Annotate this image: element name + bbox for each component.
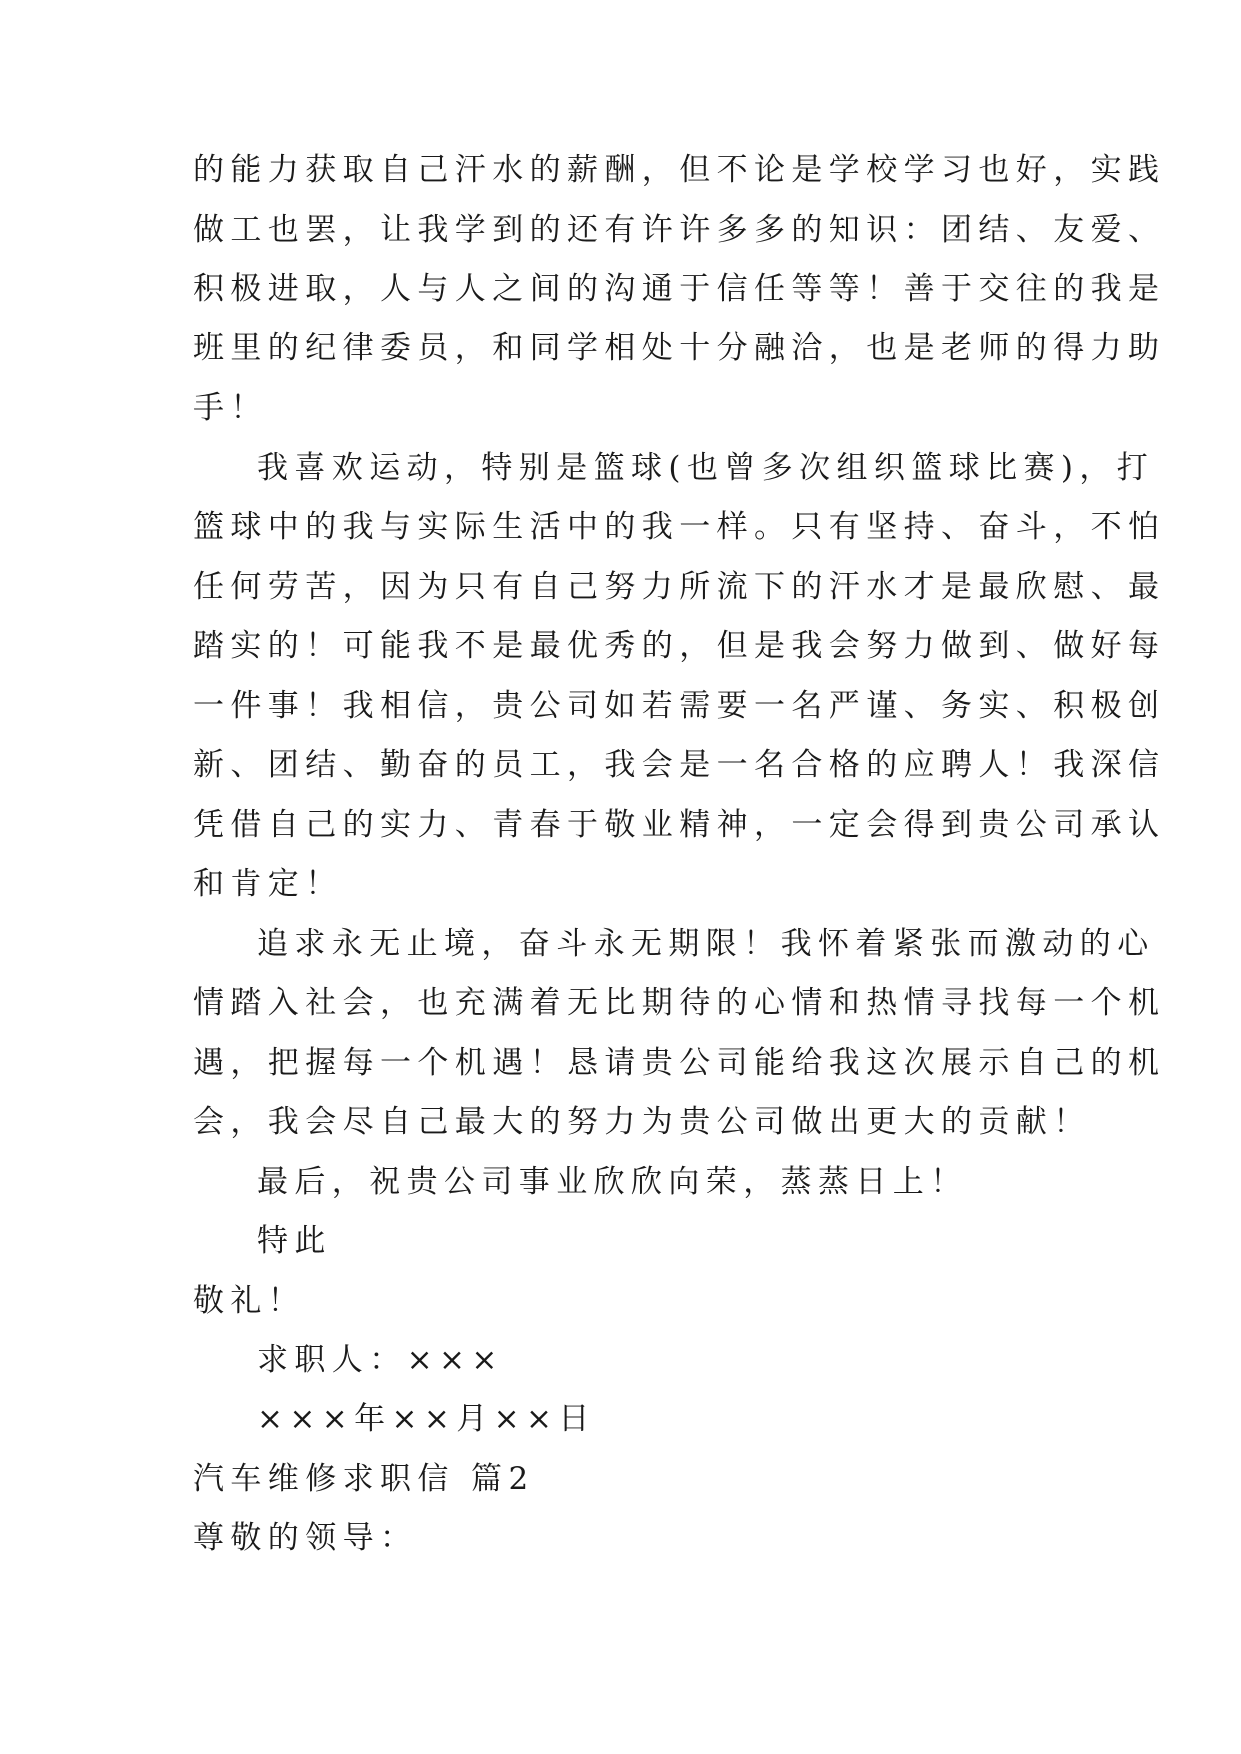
body-text-line: 新、团结、勤奋的员工，我会是一名合格的应聘人！我深信 (193, 747, 1166, 783)
applicant-signature: 求职人：××× (257, 1342, 504, 1378)
body-text-line: 凭借自己的实力、青春于敬业精神，一定会得到贵公司承认 (193, 807, 1166, 843)
body-text-line: 积极进取，人与人之间的沟通于信任等等！善于交往的我是 (193, 271, 1166, 307)
body-text-line: 手！ (193, 390, 268, 426)
body-text-line: 和肯定！ (193, 866, 343, 902)
body-text-line: 的能力获取自己汗水的薪酬，但不论是学校学习也好，实践 (193, 152, 1166, 188)
body-text-line: 情踏入社会，也充满着无比期待的心情和热情寻找每一个机 (193, 985, 1166, 1021)
jing-li: 敬礼！ (193, 1283, 306, 1319)
section-title: 汽车维修求职信 篇2 (193, 1461, 535, 1497)
body-text-line: 追求永无止境，奋斗永无期限！我怀着紧张而激动的心 (257, 926, 1155, 962)
closing-wish: 最后，祝贵公司事业欣欣向荣，蒸蒸日上！ (257, 1164, 968, 1200)
te-ci: 特此 (257, 1223, 332, 1259)
body-text-line: 我喜欢运动，特别是篮球(也曾多次组织篮球比赛)，打 (257, 450, 1155, 486)
body-text-line: 任何劳苦，因为只有自己努力所流下的汗水才是最欣慰、最 (193, 569, 1166, 605)
body-text-line: 做工也罢，让我学到的还有许许多多的知识：团结、友爱、 (193, 212, 1166, 248)
body-text-line: 一件事！我相信，贵公司如若需要一名严谨、务实、积极创 (193, 688, 1166, 724)
body-text-line: 会，我会尽自己最大的努力为贵公司做出更大的贡献！ (193, 1104, 1091, 1140)
body-text-line: 篮球中的我与实际生活中的我一样。只有坚持、奋斗，不怕 (193, 509, 1166, 545)
body-text-line: 班里的纪律委员，和同学相处十分融洽，也是老师的得力助 (193, 330, 1166, 366)
letter-date: ×××年××月××日 (257, 1401, 596, 1437)
body-text-line: 遇，把握每一个机遇！恳请贵公司能给我这次展示自己的机 (193, 1045, 1166, 1081)
salutation: 尊敬的领导： (193, 1520, 418, 1556)
body-text-line: 踏实的！可能我不是最优秀的，但是我会努力做到、做好每 (193, 628, 1166, 664)
